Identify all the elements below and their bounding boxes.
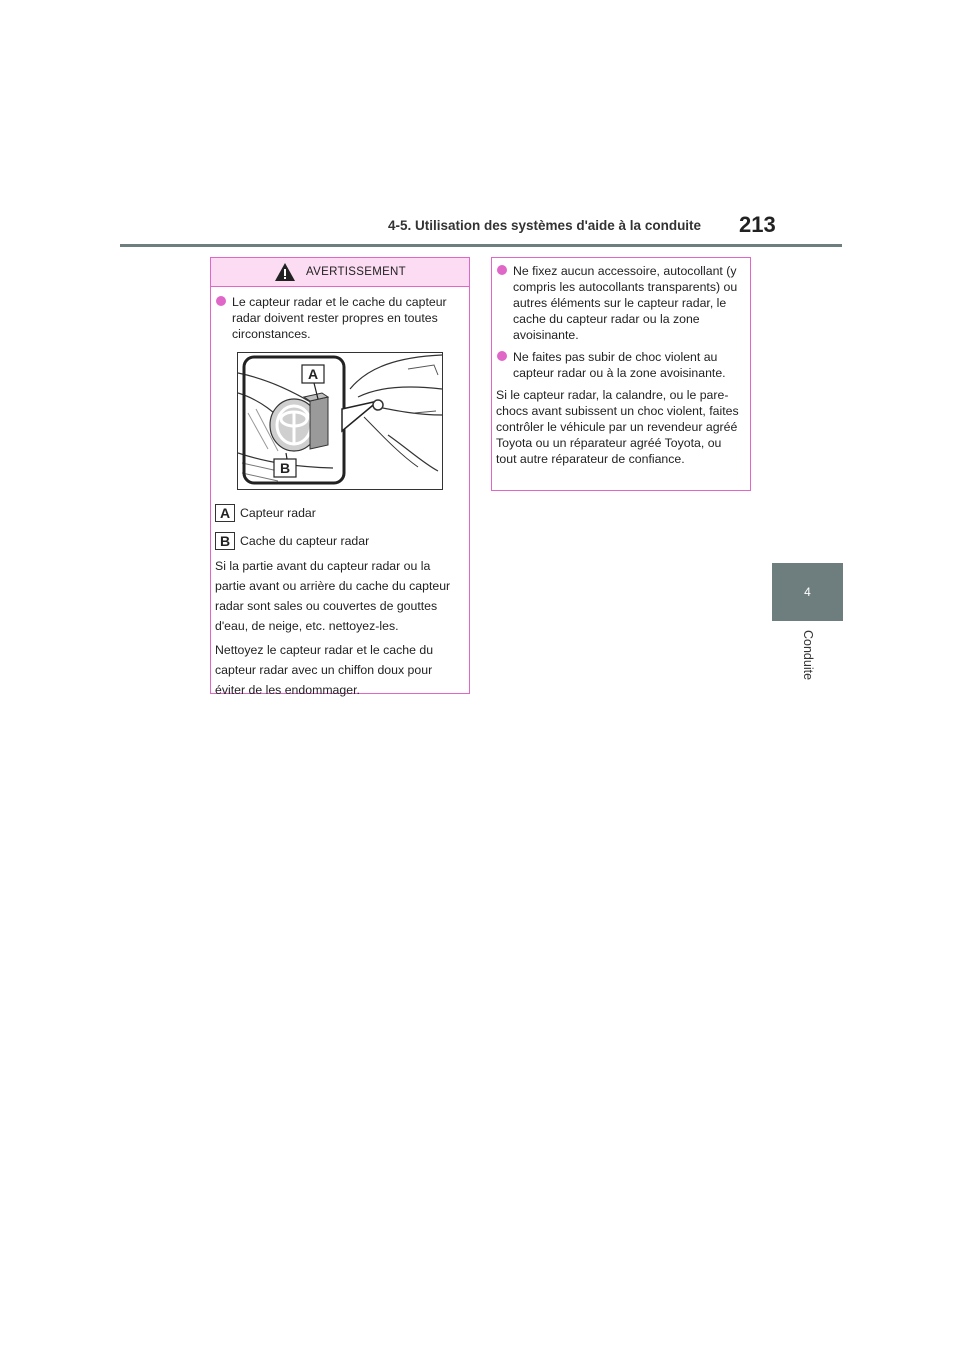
inspection-paragraph: Si le capteur radar, la calandre, ou le pare-chocs avant subissent un choc violent, faites contrôler le véhicule par un revendeur agréé Toyota ou un réparateur agréé Toyota, ou tout autre réparateur de confiance. [496,388,739,466]
chapter-number: 4 [804,585,811,599]
legend-item-b [215,532,463,550]
legend-text-a: Capteur radar [240,506,316,520]
page-number: 213 [739,212,776,237]
bullet-dot-icon [216,296,226,306]
impact-bullet [496,349,740,381]
radar-sensor-illustration [237,352,443,490]
warning-box-continued [491,257,751,491]
warning-bullet-text: Le capteur radar et le cache du capteur radar doivent rester propres en toutes circonstances. [232,295,447,341]
legend-key-b: B [215,532,235,550]
header-divider [120,244,842,247]
chapter-name: Conduite [801,630,815,681]
impact-bullet-text: Ne faites pas subir de choc violent au capteur radar ou à la zone avoisinante. [513,350,726,380]
section-title: 4-5. Utilisation des systèmes d'aide à la conduite [388,218,702,233]
legend-item-a [215,504,463,522]
accessory-bullet [496,263,740,343]
warning-triangle-icon [274,262,296,282]
callout-a: A [307,366,319,382]
chapter-tab[interactable] [772,563,843,621]
warning-bullet [215,294,459,342]
bullet-dot-icon [497,265,507,275]
warning-box [210,257,470,697]
bullet-dot-icon [497,351,507,361]
legend-key-a: A [215,504,235,522]
cleaning-paragraph: Si la partie avant du capteur radar ou la partie avant ou arrière du cache du capteur radar sont sales ou couvertes de gouttes d'eau, de neige, etc. nettoyez-les. [215,559,451,633]
cloth-paragraph: Nettoyez le capteur radar et le cache du capteur radar avec un chiffon doux pour éviter de les endommager. [215,643,434,697]
accessory-bullet-text: Ne fixez aucun accessoire, autocollant (y compris les autocollants transparents) ou autres éléments sur le capteur radar, le cache du capteur radar ou la zone avoisinante. [513,264,738,342]
callout-b: B [279,460,291,476]
warning-header [211,258,469,287]
legend-text-b: Cache du capteur radar [240,534,370,548]
radar-sensor-drawing [238,353,442,489]
warning-heading: AVERTISSEMENT [306,266,406,278]
